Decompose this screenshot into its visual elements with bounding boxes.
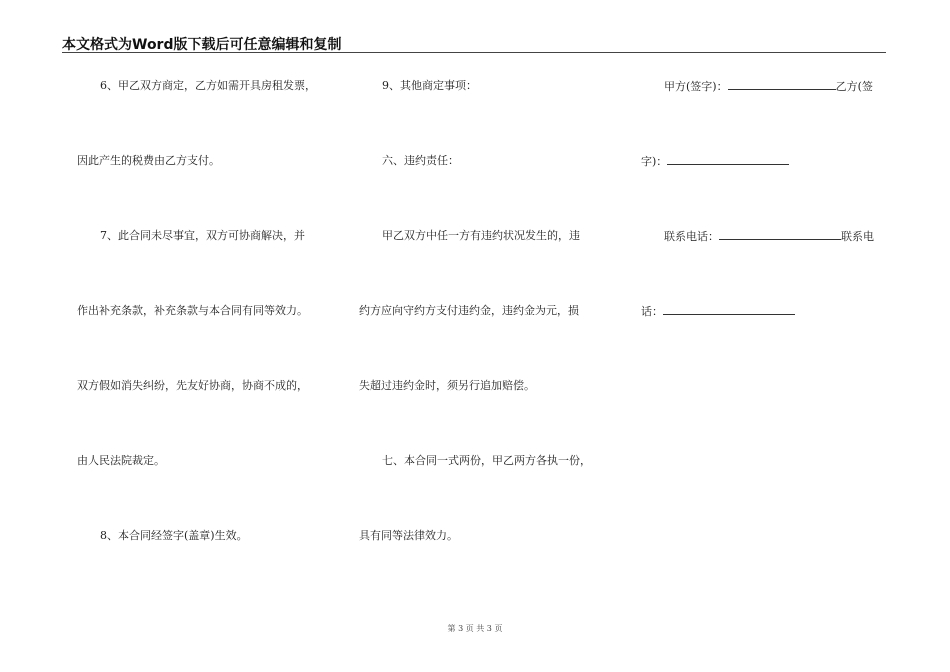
party-a-phone-blank[interactable]	[719, 229, 841, 240]
section-breach-heading: 六、违约责任：	[382, 154, 459, 167]
page-number: 第 3 页 共 3 页	[447, 624, 503, 633]
party-b-signature-label: 乙方(签	[835, 80, 873, 93]
phone-line-2	[641, 304, 795, 319]
clause-7-line-1: 7、此合同未尽事宜，双方可协商解决，并	[100, 229, 305, 242]
party-b-phone-label-cont: 话：	[641, 305, 663, 318]
document-header: 本文格式为Word版下载后可任意编辑和复制	[62, 37, 342, 53]
party-a-phone-label: 联系电话：	[664, 230, 719, 243]
clause-8-line-1: 8、本合同经签字(盖章)生效。	[100, 529, 248, 542]
phone-line-1	[664, 229, 874, 244]
party-b-signature-blank[interactable]	[667, 154, 789, 165]
breach-line-2: 约方应向守约方支付违约金，违约金为元，损	[359, 304, 579, 317]
clause-6-line-1: 6、甲乙双方商定，乙方如需开具房租发票，	[100, 79, 316, 92]
clause-9-line-1: 9、其他商定事项：	[382, 79, 477, 92]
clause-7-line-2: 作出补充条款，补充条款与本合同有同等效力。	[77, 304, 308, 317]
section-7-line-2: 具有同等法律效力。	[359, 529, 458, 542]
header-rule	[62, 52, 886, 53]
clause-7-line-3: 双方假如消失纠纷，先友好协商，协商不成的，	[77, 379, 308, 392]
party-a-signature-blank[interactable]	[728, 79, 836, 90]
breach-line-3: 失超过违约金时，须另行追加赔偿。	[359, 379, 535, 392]
signature-line-1	[664, 79, 873, 94]
clause-7-line-4: 由人民法院裁定。	[77, 454, 165, 467]
breach-line-1: 甲乙双方中任一方有违约状况发生的，违	[382, 229, 580, 242]
section-7-line-1: 七、本合同一式两份，甲乙两方各执一份，	[382, 454, 591, 467]
party-a-signature-label: 甲方(签字)：	[664, 80, 728, 93]
clause-6-line-2: 因此产生的税费由乙方支付。	[77, 154, 220, 167]
party-b-phone-label: 联系电	[841, 230, 874, 243]
signature-line-2	[641, 154, 789, 169]
party-b-signature-label-cont: 字)：	[641, 155, 668, 168]
party-b-phone-blank[interactable]	[663, 304, 795, 315]
